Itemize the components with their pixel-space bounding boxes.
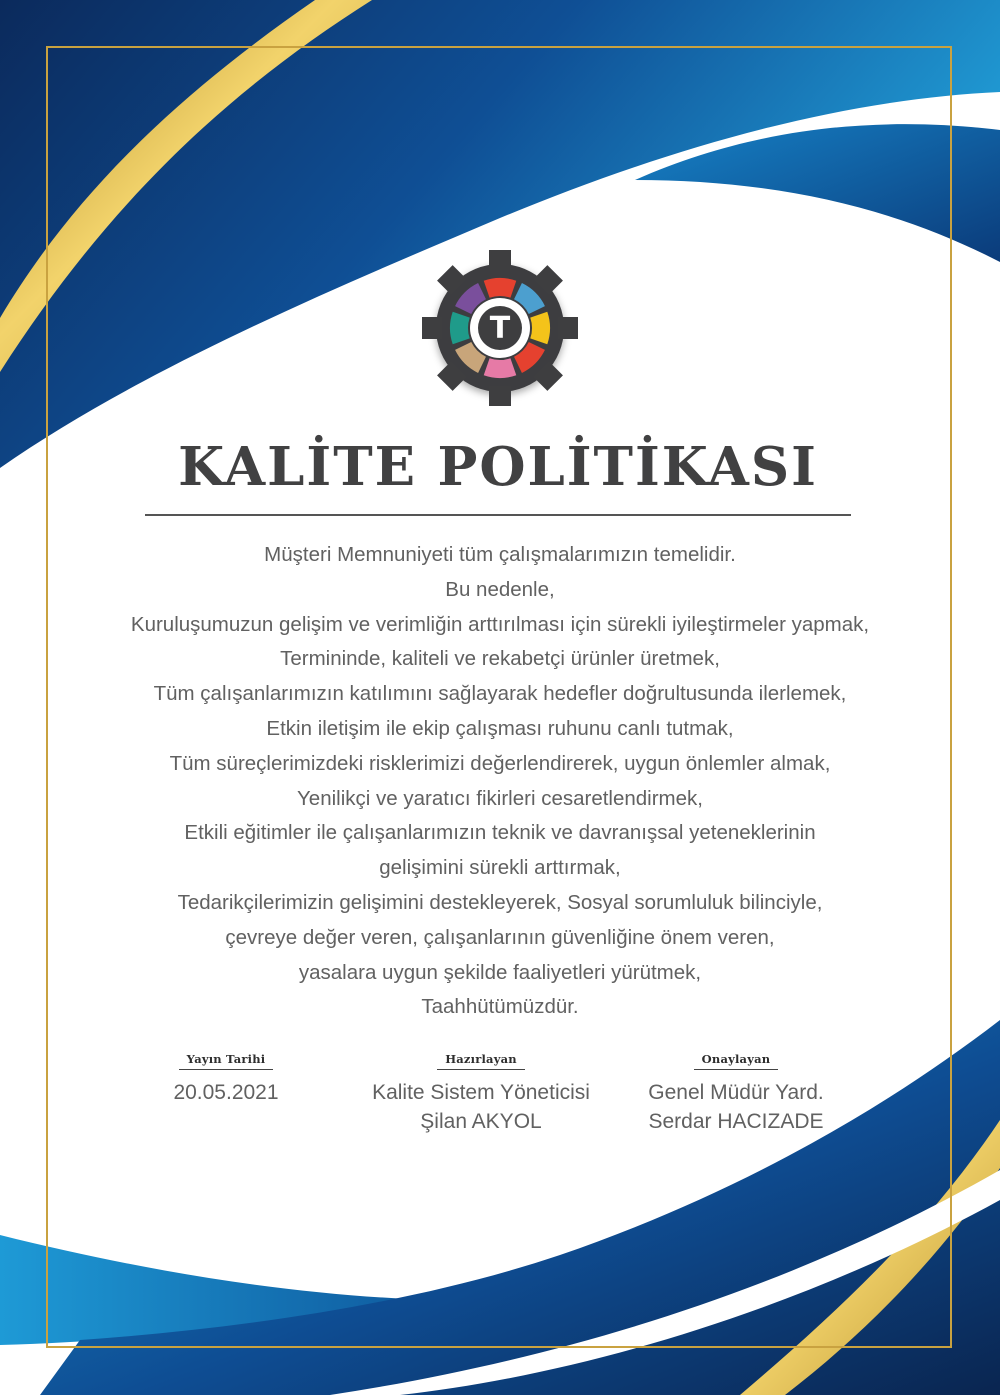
policy-line: gelişimini sürekli arttırmak,	[379, 856, 621, 880]
logo-color-segment	[484, 278, 517, 298]
policy-line: Bu nedenle,	[445, 577, 555, 601]
logo-color-segment	[484, 358, 517, 378]
page-title: KALİTE POLİTİKASI	[178, 436, 818, 498]
signature-approved	[606, 1050, 866, 1136]
gear-tooth	[489, 386, 511, 406]
gear-tooth	[489, 250, 511, 270]
policy-line: Yenilikçi ve yaratıcı fikirleri cesaretlendirmek,	[297, 786, 703, 810]
policy-line: Kuruluşumuzun gelişim ve verimliğin arttırılması için sürekli iyileştirmeler yapmak,	[130, 612, 870, 636]
policy-line: Taahhütümüzdür.	[421, 995, 579, 1019]
signature-prepared	[351, 1050, 611, 1136]
approved-by-heading: Onaylayan	[694, 1052, 779, 1070]
gear-letter-t-logo	[410, 238, 590, 418]
gear-tooth	[422, 317, 442, 339]
prepared-by-name: Şilan AKYOL	[420, 1110, 542, 1133]
policy-line: Etkin iletişim ile ekip çalışması ruhunu canlı tutmak,	[266, 716, 734, 740]
policy-line: Tedarikçilerimizin gelişimini destekleyerek, Sosyal sorumluluk bilinciyle,	[177, 890, 823, 914]
logo-color-segment	[450, 312, 470, 345]
policy-line: çevreye değer veren, çalışanlarının güvenliğine önem veren,	[225, 925, 775, 949]
prepared-by-role: Kalite Sistem Yöneticisi	[372, 1081, 590, 1104]
signature-publish	[96, 1050, 356, 1107]
title-divider	[145, 514, 851, 516]
policy-line: yasalara uygun şekilde faaliyetleri yürütmek,	[298, 960, 702, 984]
approved-by-name: Serdar HACIZADE	[648, 1110, 824, 1133]
logo-letter: T	[489, 311, 511, 346]
approved-by-role: Genel Müdür Yard.	[648, 1081, 824, 1104]
policy-line: Etkili eğitimler ile çalışanlarımızın teknik ve davranışsal yeteneklerinin	[184, 821, 816, 845]
policy-line: Termininde, kaliteli ve rekabetçi ürünler üretmek,	[280, 647, 720, 671]
policy-line: Tüm çalışanlarımızın katılımını sağlayarak hedefler doğrultusunda ilerlemek,	[153, 682, 847, 706]
policy-line: Müşteri Memnuniyeti tüm çalışmalarımızın temelidir.	[264, 543, 736, 566]
publish-date-value: 20.05.2021	[173, 1081, 279, 1104]
policy-text	[80, 538, 920, 1025]
publish-date-heading: Yayın Tarihi	[179, 1052, 274, 1070]
logo-color-segment	[530, 312, 550, 345]
prepared-by-heading: Hazırlayan	[437, 1052, 525, 1070]
policy-line: Tüm süreçlerimizdeki risklerimizi değerlendirerek, uygun önlemler almak,	[169, 751, 831, 775]
gear-tooth	[558, 317, 578, 339]
